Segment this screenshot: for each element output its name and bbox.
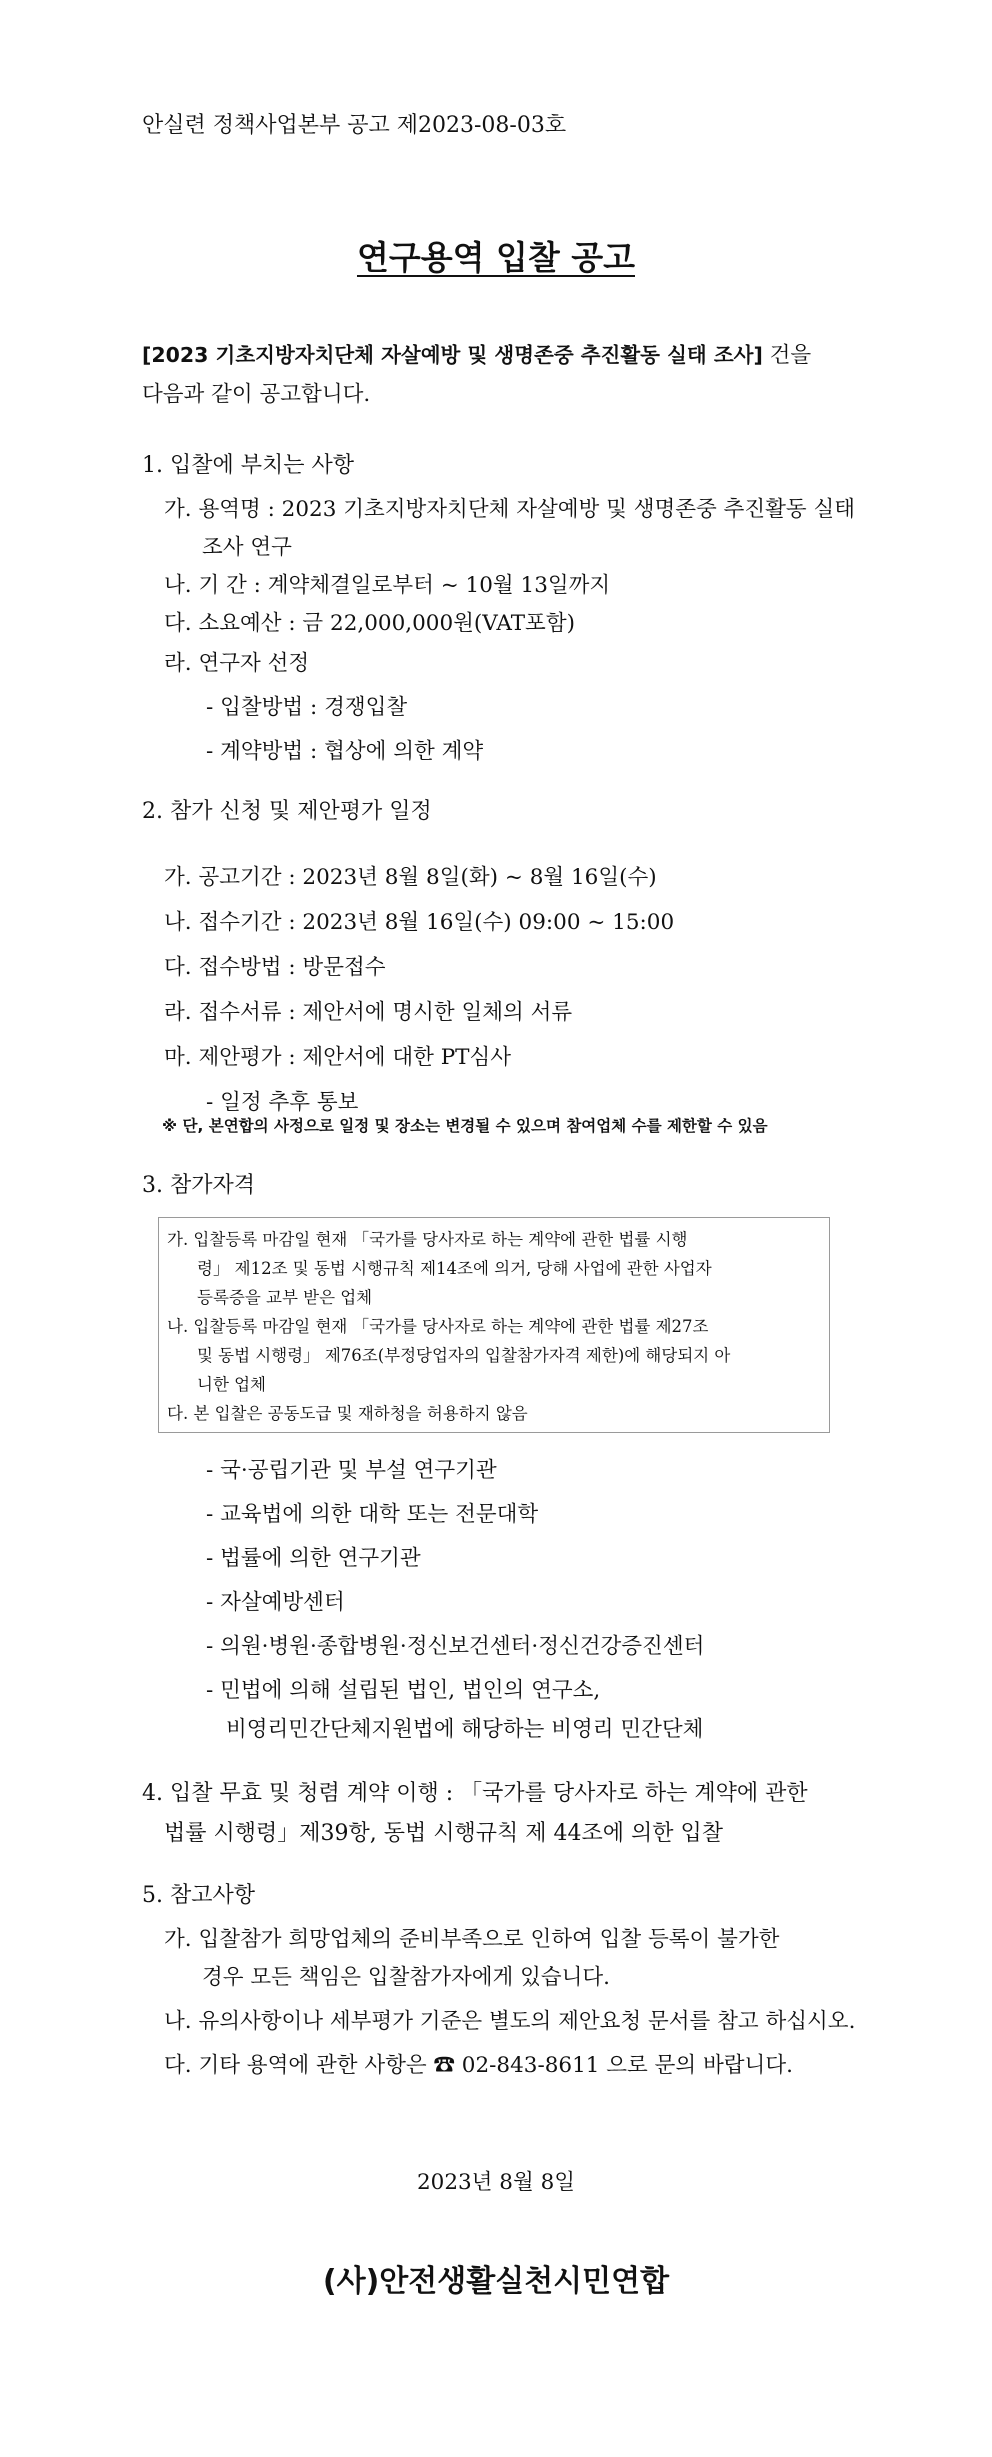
eligible-list-item-4: - 자살예방센터: [206, 1590, 345, 1615]
eligibility-box: [158, 1217, 830, 1433]
document-title: [0, 232, 992, 279]
eligibility-item-da-line-1: 다. 본 입찰은 공동도급 및 재하청을 허용하지 않음: [167, 1404, 528, 1423]
eligible-list-item-2: - 교육법에 의한 대학 또는 전문대학: [206, 1502, 539, 1527]
section-1-item-na: 나. 기 간 : 계약체결일로부터 ~ 10월 13일까지: [164, 573, 611, 598]
section-5-heading: 5. 참고사항: [142, 1883, 255, 1908]
eligibility-item-na: [167, 1312, 730, 1399]
section-2-note: ※ 단, 본연합의 사정으로 일정 및 장소는 변경될 수 있으며 참여업체 수를 제한할 수 있음: [162, 1117, 768, 1135]
section-2-item-ga: 가. 공고기간 : 2023년 8월 8일(화) ~ 8월 16일(수): [164, 865, 657, 890]
project-bracket-title: [2023 기초지방자치단체 자살예방 및 생명존중 추진활동 실태 조사]: [142, 343, 763, 367]
section-1-item-ga: 가. 용역명 : 2023 기초지방자치단체 자살예방 및 생명존중 추진활동 실태: [164, 497, 856, 522]
section-1-heading: 1. 입찰에 부치는 사항: [142, 453, 354, 478]
eligibility-item-ga: [167, 1225, 712, 1312]
eligible-list-item-3: - 법률에 의한 연구기관: [206, 1546, 421, 1571]
eligible-list-item-6-cont: 비영리민간단체지원법에 해당하는 비영리 민간단체: [226, 1717, 704, 1742]
section-3-heading: 3. 참가자격: [142, 1173, 255, 1198]
section-4-line-2: 법률 시행령」제39항, 동법 시행규칙 제 44조에 의한 입찰: [164, 1821, 723, 1846]
eligible-list-item-5: - 의원·병원·종합병원·정신보건센터·정신건강증진센터: [206, 1634, 705, 1659]
intro-paragraph: [142, 336, 811, 414]
document-number: 안실련 정책사업본부 공고 제2023-08-03호: [142, 113, 567, 138]
section-1-sub-contract-method: - 계약방법 : 협상에 의한 계약: [206, 739, 484, 764]
document-title-text: 연구용역 입찰 공고: [356, 238, 635, 277]
section-1-item-ra: 라. 연구자 선정: [164, 651, 310, 676]
section-1-item-ga-cont: 조사 연구: [202, 535, 292, 560]
eligibility-item-na-line-1: 나. 입찰등록 마감일 현재 「국가를 당사자로 하는 계약에 관한 법률 제27조: [167, 1317, 709, 1336]
section-5-item-ga-cont: 경우 모든 책임은 입찰참가자에게 있습니다.: [202, 1965, 611, 1990]
section-5-item-da: 다. 기타 용역에 관한 사항은 ☎ 02-843-8611 으로 문의 바랍니다.: [164, 2053, 793, 2078]
section-1-item-da: 다. 소요예산 : 금 22,000,000원(VAT포함): [164, 611, 575, 636]
section-4-line-1: 4. 입찰 무효 및 청렴 계약 이행 : 「국가를 당사자로 하는 계약에 관한: [142, 1781, 808, 1806]
section-5-item-na: 나. 유의사항이나 세부평가 기준은 별도의 제안요청 문서를 참고 하십시오.: [164, 2009, 856, 2034]
eligible-list-item-1: - 국·공립기관 및 부설 연구기관: [206, 1458, 497, 1483]
section-2-item-ra: 라. 접수서류 : 제안서에 명시한 일체의 서류: [164, 1000, 573, 1025]
eligibility-item-ga-line-3: 등록증을 교부 받은 업체: [197, 1288, 373, 1307]
section-5-item-ga: 가. 입찰참가 희망업체의 준비부족으로 인하여 입찰 등록이 불가한: [164, 1927, 780, 1952]
section-2-sub-schedule: - 일정 추후 통보: [206, 1090, 359, 1115]
eligibility-item-ga-line-2: 령」 제12조 및 동법 시행규칙 제14조에 의거, 당해 사업에 관한 사업자: [197, 1259, 712, 1278]
eligibility-item-da: [167, 1399, 528, 1428]
eligibility-item-na-line-3: 니한 업체: [197, 1375, 267, 1394]
issuing-organization: (사)안전생활실천시민연합: [322, 2264, 670, 2299]
eligibility-item-ga-line-1: 가. 입찰등록 마감일 현재 「국가를 당사자로 하는 계약에 관한 법률 시행: [167, 1230, 688, 1249]
section-2-heading: 2. 참가 신청 및 제안평가 일정: [142, 799, 432, 824]
section-2-item-na: 나. 접수기간 : 2023년 8월 16일(수) 09:00 ~ 15:00: [164, 910, 675, 935]
section-1-sub-bidding-method: - 입찰방법 : 경쟁입찰: [206, 695, 408, 720]
section-2-item-da: 다. 접수방법 : 방문접수: [164, 955, 386, 980]
intro-line-2: 다음과 같이 공고합니다.: [142, 382, 371, 407]
announcement-date: 2023년 8월 8일: [416, 2170, 576, 2195]
section-2-item-ma: 마. 제안평가 : 제안서에 대한 PT심사: [164, 1045, 512, 1070]
eligible-list-item-6: - 민법에 의해 설립된 법인, 법인의 연구소,: [206, 1678, 601, 1703]
eligibility-item-na-line-2: 및 동법 시행령」 제76조(부정당업자의 입찰참가자격 제한)에 해당되지 아: [197, 1346, 731, 1365]
intro-line-1: [142, 336, 811, 375]
intro-line-1-suffix: 건을: [762, 343, 812, 368]
